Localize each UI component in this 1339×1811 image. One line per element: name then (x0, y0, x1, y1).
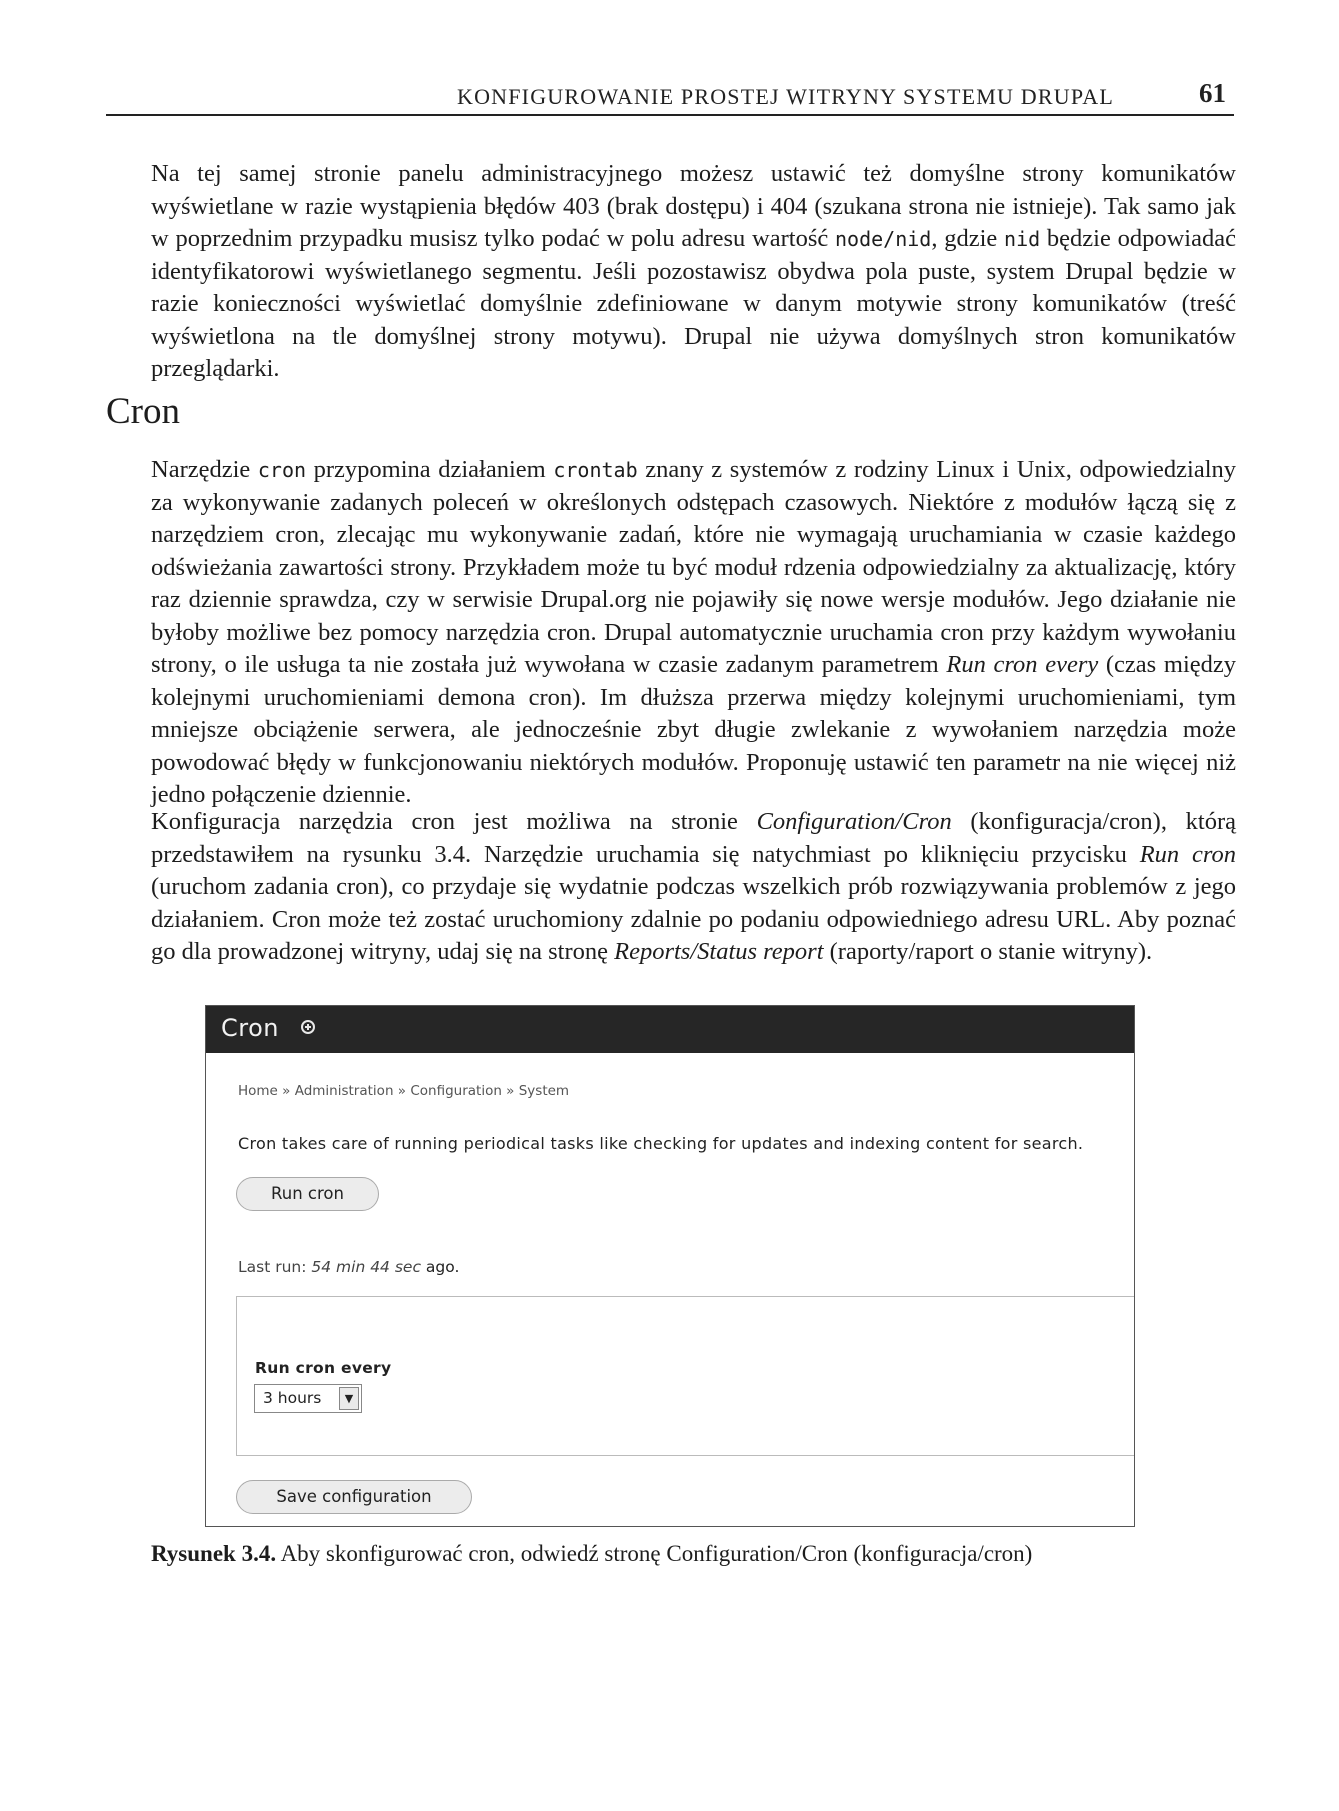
text-run: (uruchom zadania cron), co przydaje się wydatnie podczas wszelkich prób rozwiązywania problemów z jego działaniem. Cron może też zostać uruchomiony zdalnie po podaniu odpowiedniego adresu URL. Aby poznać go dla prowadzonej witryny, udaj się na stronę (151, 873, 1236, 965)
run-cron-button[interactable]: Run cron (236, 1177, 379, 1211)
figure-caption (151, 1541, 1032, 1567)
section-heading-cron: Cron (106, 391, 180, 432)
page-number: 61 (1199, 78, 1226, 108)
paragraph-error-pages (151, 158, 1236, 386)
run-cron-every-select[interactable] (254, 1384, 362, 1413)
caption-text: Aby skonfigurować cron, odwiedź stronę Configuration/Cron (konfiguracja/cron) (276, 1541, 1033, 1566)
last-run-status (238, 1258, 459, 1276)
select-value: 3 hours (263, 1389, 322, 1407)
last-run-value: 54 min 44 sec (311, 1258, 421, 1276)
cron-settings-fieldset (236, 1296, 1134, 1456)
cron-description: Cron takes care of running periodical tasks like checking for updates and indexing content for search. (238, 1134, 1084, 1153)
last-run-label: Last run: (238, 1258, 312, 1276)
text-run: (czas między kolejnymi uruchomieniami demona cron). Im dłuższa przerwa między kolejnymi uruchomieniami, tym mniejsze obciążenie serwera, ale jednocześnie zbyt długie zwlekanie z wywołaniem narzędzia może powodować błędy w funkcjonowaniu niektórych modułów. Proponuję ustawić ten parametr na nie więcej niż jedno połączenie dziennie. (151, 651, 1236, 808)
text-run: przypomina działaniem (306, 456, 554, 483)
figure-page-title: Cron (221, 1014, 279, 1042)
run-cron-every-label: Run cron every (255, 1359, 392, 1377)
running-title: KONFIGUROWANIE PROSTEJ WITRYNY SYSTEMU DRUPAL (456, 84, 1114, 109)
figure-cron-screenshot (205, 1005, 1135, 1527)
emphasis-configuration-cron: Configuration/Cron (756, 808, 952, 835)
paragraph-cron-config (151, 806, 1236, 969)
caption-label: Rysunek 3.4. (151, 1541, 277, 1566)
running-header (106, 78, 1234, 116)
code-cron: cron (257, 458, 307, 482)
breadcrumb[interactable]: Home » Administration » Configuration » System (238, 1083, 570, 1099)
text-run: Narzędzie (151, 456, 258, 483)
text-run: znany z systemów z rodziny Linux i Unix, odpowiedzialny za wykonywanie zadanych poleceń w określonych odstępach czasowych. Niektóre z modułów łączą się z narzędziem cron, zlecając mu wykonywanie zadań, które nie wymagają uruchamiania w czasie każdego odświeżania zawartości strony. Przykładem może tu być moduł rdzenia odpowiedzialny za aktualizację, który raz dziennie sprawdza, czy w serwisie Drupal.org nie pojawiły się nowe wersje modułów. Jego działanie nie byłoby możliwe bez pomocy narzędzia cron. Drupal automatycznie uruchamia cron przy każdym wywołaniu strony, o ile usługa ta nie została już wywołana w czasie zadanym parametrem (151, 456, 1236, 678)
plus-circle-icon[interactable] (301, 1020, 315, 1034)
code-crontab: crontab (553, 458, 638, 482)
dropdown-arrow-icon[interactable]: ▼ (339, 1387, 359, 1410)
code-nid: nid (1004, 227, 1041, 251)
text-run: (raporty/raport o stanie witryny). (823, 938, 1153, 965)
paragraph-cron-intro (151, 454, 1236, 812)
save-configuration-button[interactable]: Save configuration (236, 1480, 472, 1514)
text-run: (konfiguracja/cron), którą przedstawiłem na rysunku 3.4. Narzędzie uruchamia się natychmiast po kliknięciu przycisku (151, 808, 1236, 868)
code-node-nid: node/nid (835, 227, 932, 251)
text-run: będzie odpowiadać identyfikatorowi wyświetlanego segmentu. Jeśli pozostawisz obydwa pola puste, system Drupal będzie w razie konieczności wyświetlać domyślnie zdefiniowane w danym motywie strony komunikatów (treść wyświetlona na tle domyślnej strony motywu). Drupal nie używa domyślnych stron komunikatów przeglądarki. (151, 225, 1236, 382)
emphasis-run-cron: Run cron (1139, 840, 1236, 868)
text-run: , gdzie (931, 225, 1005, 252)
last-run-suffix: ago. (420, 1258, 460, 1276)
emphasis-run-cron-every: Run cron every (946, 651, 1099, 678)
text-run: Konfiguracja narzędzia cron jest możliwa na stronie (151, 808, 757, 835)
text-run: Na tej samej stronie panelu administracyjnego możesz ustawić też domyślne strony komunikatów wyświetlane w razie wystąpienia błędów 403 (brak dostępu) i 404 (szukana strona nie istnieje). Tak samo jak w poprzednim przypadku musisz tylko podać w polu adresu wartość (151, 160, 1236, 252)
emphasis-status-report: Reports/Status report (614, 938, 824, 965)
figure-title-bar (206, 1006, 1134, 1053)
